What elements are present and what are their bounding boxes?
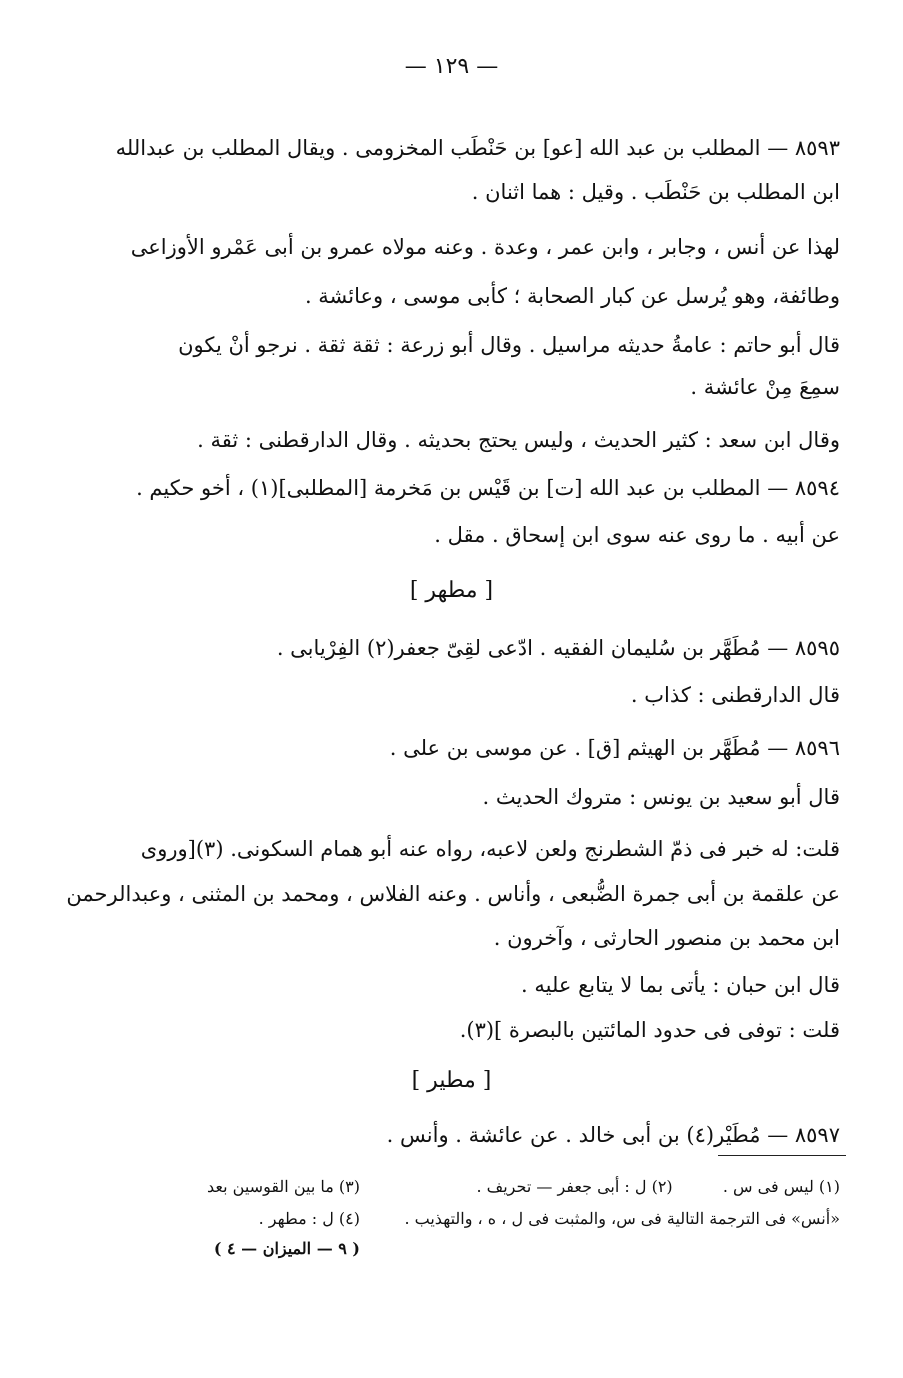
entry-8596-line-3: قلت: له خبر فى ذمّ الشطرنج ولعن لاعبه، رواه عنه أبو همام السكونى. (٣)[وروى — [140, 837, 840, 861]
entry-8593-line-3: لهذا عن أنس ، وجابر ، وابن عمر ، وعدة . وعنه مولاه عمرو بن أبى عَمْرو الأوزاعى — [130, 235, 840, 259]
entry-8596-line-1: ٨٥٩٦ — مُطَهَّر بن الهيثم [ق] . عن موسى بن على . — [389, 736, 840, 760]
section-heading-mutayr — [0, 1065, 903, 1097]
footnote-4: (٤) ل : مطهر . — [258, 1209, 360, 1228]
entry-8596-line-4: عن علقمة بن أبى جمرة الضُّبعى ، وأناس . وعنه الفلاس ، ومحمد بن المثنى ، وعبدالرحمن — [66, 882, 840, 906]
entry-8596-line-6: قال ابن حبان : يأتى بما لا يتابع عليه . — [521, 973, 840, 997]
entry-8593-line-6: سمِعَ مِنْ عائشة . — [690, 375, 840, 399]
page-number: — ١٢٩ — — [404, 54, 499, 79]
volume-signature: ( ٩ — الميزان — ٤ ) — [213, 1239, 360, 1258]
entry-8596-line-2: قال أبو سعيد بن يونس : متروك الحديث . — [482, 785, 840, 809]
section-heading-mutahhar — [0, 575, 903, 607]
section-heading-text: [ مطهر ] — [409, 578, 494, 603]
section-heading-text: [ مطير ] — [411, 1068, 492, 1093]
entry-8593-line-5: قال أبو حاتم : عامةُ حديثه مراسيل . وقال أبو زرعة : ثقة ثقة . نرجو أنْ يكون — [178, 333, 840, 357]
footnote-1: (١) ليس فى س . — [722, 1177, 840, 1196]
entry-8596-line-5: ابن محمد بن منصور الحارثى ، وآخرون . — [493, 926, 840, 950]
entry-8595-line-2: قال الدارقطنى : كذاب . — [630, 683, 840, 707]
entry-8593-line-1: ٨٥٩٣ — المطلب بن عبد الله [عو] بن حَنْطَب المخزومى . ويقال المطلب بن عبدالله — [115, 136, 840, 160]
entry-8593-line-2: ابن المطلب بن حَنْطَب . وقيل : هما اثنان . — [471, 180, 840, 204]
entry-8594-line-1: ٨٥٩٤ — المطلب بن عبد الله [ت] بن قَيْس بن مَخرمة [المطلبى](١) ، أخو حكيم . — [136, 476, 840, 500]
entry-8593-line-7: وقال ابن سعد : كثير الحديث ، وليس يحتج بحديثه . وقال الدارقطنى : ثقة . — [197, 428, 840, 452]
footnote-3-continued: «أنس» فى الترجمة التالية فى س، والمثبت فى ل ، ه ، والتهذيب . — [404, 1209, 840, 1228]
entry-8594-line-2: عن أبيه . ما روى عنه سوى ابن إسحاق . مقل . — [434, 523, 840, 547]
footnote-2: (٢) ل : أبى جعفر — تحريف . — [476, 1177, 673, 1196]
entry-8593-line-4: وطائفة، وهو يُرسل عن كبار الصحابة ؛ كأبى موسى ، وعائشة . — [304, 284, 840, 308]
entry-8597-line-1: ٨٥٩٧ — مُطَيْر(٤) بن أبى خالد . عن عائشة . وأنس . — [386, 1123, 840, 1147]
footnote-divider — [718, 1155, 846, 1156]
entry-8596-line-7: قلت : توفى فى حدود المائتين بالبصرة ](٣). — [459, 1018, 840, 1042]
footnote-3: (٣) ما بين القوسين بعد — [207, 1177, 360, 1196]
entry-8595-line-1: ٨٥٩٥ — مُطَهَّر بن سُليمان الفقيه . ادّعى لقِىّ جعفر(٢) الفِرْيابى . — [276, 636, 840, 660]
footnotes-row-1 — [400, 1176, 840, 1198]
